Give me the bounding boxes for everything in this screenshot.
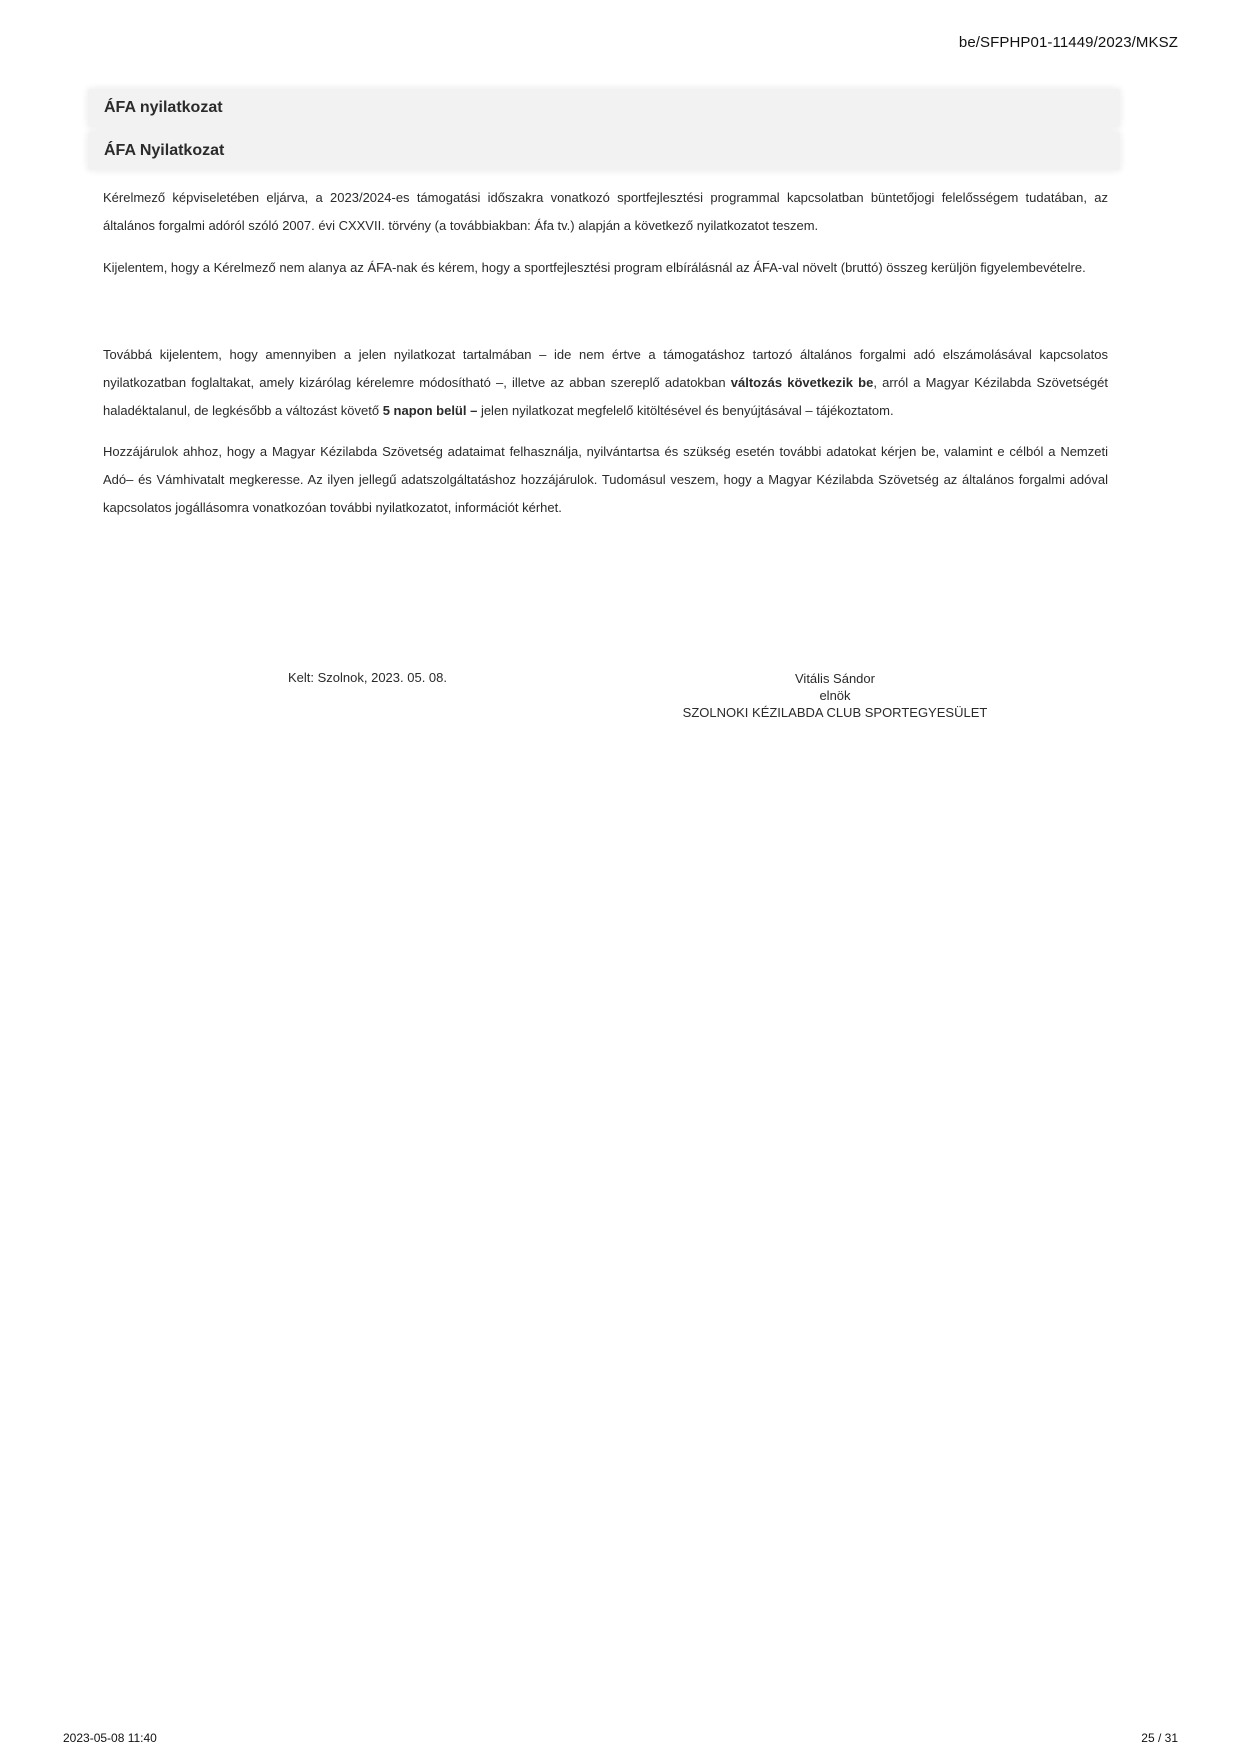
paragraph-declaration-intro: Kérelmező képviseletében eljárva, a 2023/2024-es támogatási időszakra vonatkozó sportfejlesztési programmal kapcsolatban büntetőjogi felelősségem tudatában, az általános forgalmi adóról szóló 2007. évi CXXVII. törvény (a továbbiakban: Áfa tv.) alapján a következő nyilatkozatot teszem. bbox=[103, 190, 1108, 233]
place-and-date: Kelt: Szolnok, 2023. 05. 08. bbox=[288, 670, 447, 685]
paragraph-text: Továbbá kijelentem, hogy amennyiben a jelen nyilatkozat tartalmában – ide nem értve a támogatáshoz tartozó általános forgalmi adó elszámolásával kapcsolatos nyilatkozatban foglaltakat, amely kizárólag kérelemre módosítható –, illetve az abban szereplő adatokban bbox=[103, 347, 1108, 390]
emphasis-text: 5 napon belül – bbox=[382, 403, 478, 418]
footer-timestamp: 2023-05-08 11:40 bbox=[63, 1731, 157, 1745]
subsection-header-afa-nyilatkozat bbox=[88, 132, 1120, 170]
signature-block bbox=[640, 670, 1030, 721]
paragraph-text: , arról a Magyar Kézilabda Szövetségét haladéktalanul, de legkésőbb a változást követő bbox=[103, 375, 1108, 418]
document-reference: be/SFPHP01-11449/2023/MKSZ bbox=[958, 34, 1178, 51]
paragraph-text: jelen nyilatkozat megfelelő kitöltésével és benyújtásával – tájékoztatom. bbox=[477, 403, 894, 418]
signatory-role: elnök bbox=[819, 688, 851, 703]
footer-page-number: 25 / 31 bbox=[1141, 1731, 1178, 1745]
section-title: ÁFA nyilatkozat bbox=[104, 99, 223, 116]
paragraph-vat-status: Kijelentem, hogy a Kérelmező nem alanya az ÁFA-nak és kérem, hogy a sportfejlesztési program elbírálásnál az ÁFA-val növelt (bruttó) összeg kerüljön figyelembevételre. bbox=[103, 260, 1086, 275]
section-header-afa-nyilatkozat bbox=[88, 89, 1120, 127]
paragraph-data-consent: Hozzájárulok ahhoz, hogy a Magyar Kézilabda Szövetség adataimat felhasználja, nyilvántartsa és szükség esetén további adatokat kérjen be, valamint e célból a Nemzeti Adó– és Vámhivatalt megkeresse. Az ilyen jellegű adatszolgáltatáshoz hozzájárulok. Tudomásul veszem, hogy a Magyar Kézilabda Szövetség az általános forgalmi adóval kapcsolatos jogállásomra vonatkozóan további nyilatkozatot, információt kérhet. bbox=[103, 444, 1108, 515]
signatory-name: Vitális Sándor bbox=[795, 671, 875, 686]
emphasis-text: változás következik be bbox=[730, 375, 874, 390]
subsection-title: ÁFA Nyilatkozat bbox=[104, 142, 225, 159]
paragraph-change-notification bbox=[103, 341, 1108, 425]
signatory-organization: SZOLNOKI KÉZILABDA CLUB SPORTEGYESÜLET bbox=[682, 705, 988, 720]
